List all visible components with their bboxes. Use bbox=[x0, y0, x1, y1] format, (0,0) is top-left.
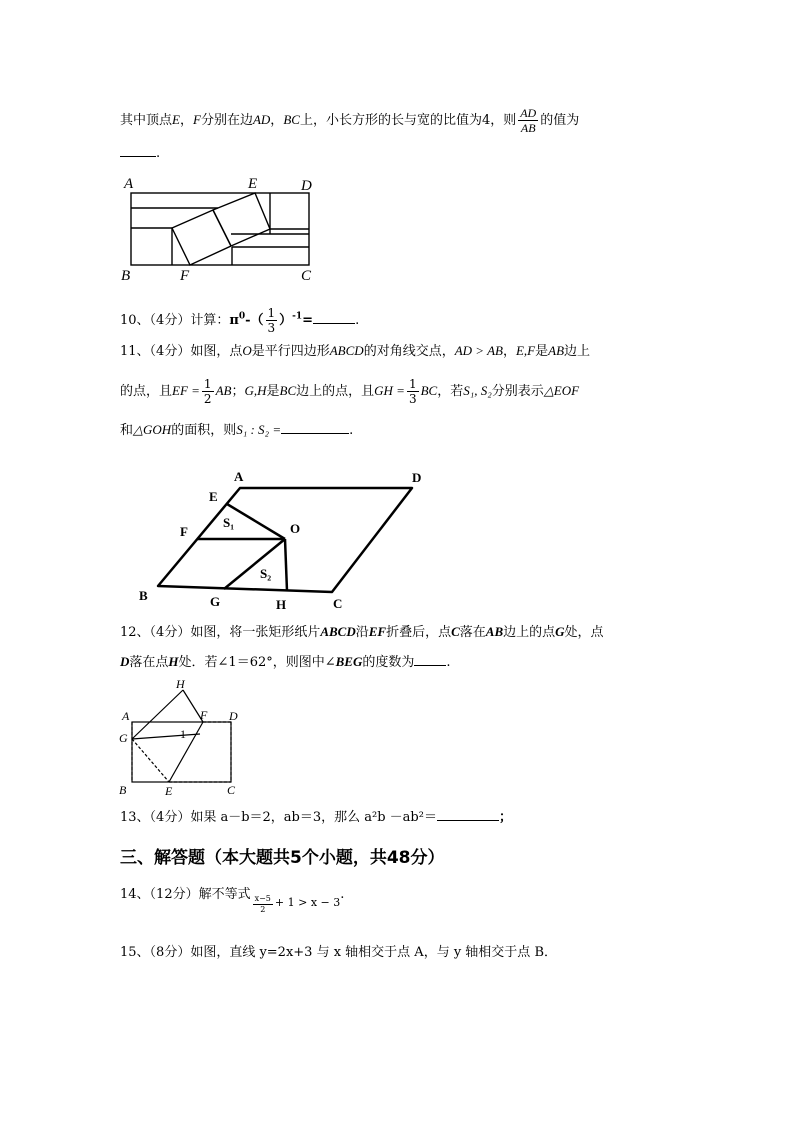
q9-answer-blank[interactable] bbox=[120, 144, 156, 157]
q12-text: 处．若∠1＝62°，则图中∠ bbox=[178, 655, 336, 670]
fig11-label-b: B bbox=[139, 588, 148, 603]
q11-line1 bbox=[120, 341, 590, 362]
q14-prefix: 14、（12分）解不等式 bbox=[120, 887, 251, 902]
q12-prefix: 12、（4分）如图，将一张矩形纸片 bbox=[120, 625, 321, 640]
fig11-segment-oh bbox=[285, 539, 287, 591]
q9-answer-line bbox=[120, 144, 160, 164]
q10-minus-paren: -（ bbox=[245, 313, 264, 328]
q9-text-part1: 其中顶点 bbox=[120, 113, 173, 128]
q11-condition: AD > AB bbox=[454, 343, 503, 358]
q9-side-bc: BC bbox=[283, 112, 300, 127]
fig12-label-c: C bbox=[227, 783, 236, 797]
q11-text: ，若 bbox=[437, 384, 464, 399]
fig9-label-d: D bbox=[301, 178, 312, 194]
q11-abcd: ABCD bbox=[329, 343, 364, 358]
q11-line3 bbox=[120, 420, 353, 441]
q11-text: 是平行四边形 bbox=[251, 344, 330, 359]
q12-point-h: H bbox=[168, 654, 179, 669]
fig11-label-c: C bbox=[333, 596, 343, 611]
q12-point-g: G bbox=[555, 624, 565, 639]
fig12-label-e: E bbox=[165, 784, 173, 798]
q14-inequality-rest: + 1 > x − 3 bbox=[274, 896, 341, 909]
q11-text: 是 bbox=[535, 344, 549, 359]
q9-comma: ， bbox=[179, 113, 193, 128]
q13-text: 13、（4分）如果 a－b＝2，ab＝3，那么 a²b －ab²＝ bbox=[120, 810, 437, 825]
q12-point-c: C bbox=[451, 624, 460, 639]
q11-s1-s2: S₁, S₂ bbox=[463, 383, 492, 398]
q12-text: 处，点 bbox=[564, 625, 604, 640]
q12-point-d: D bbox=[120, 654, 130, 669]
fig12-segment-g-fold bbox=[132, 734, 200, 739]
q11-half-den: 2 bbox=[203, 392, 212, 406]
q11-side-bc2: BC bbox=[420, 383, 438, 398]
q11-ef-eq: EF = bbox=[172, 383, 200, 398]
q11-prefix: 11、（4分）如图，点 bbox=[120, 344, 243, 359]
fig9-label-b: B bbox=[121, 268, 131, 284]
fig9-label-e: E bbox=[248, 176, 258, 192]
q9-comma2: ， bbox=[270, 113, 284, 128]
q11-text: 的点，且 bbox=[120, 384, 173, 399]
q14-period: . bbox=[340, 887, 345, 902]
fig12-label-h: H bbox=[176, 677, 185, 691]
fig12-label-d: D bbox=[229, 709, 238, 723]
q12-text: 落在点 bbox=[129, 655, 169, 670]
q13-answer-blank[interactable] bbox=[437, 808, 499, 821]
fig11-label-d: D bbox=[412, 470, 422, 485]
q11-third-num: 1 bbox=[408, 377, 417, 391]
q10-period: . bbox=[355, 313, 360, 328]
q9-text-part2: 分别在边 bbox=[200, 113, 253, 128]
fig11-segment-go bbox=[224, 539, 285, 589]
q9-continuation-line bbox=[120, 106, 579, 135]
fig11-label-o: O bbox=[290, 521, 301, 536]
fig12-dashed-ge bbox=[132, 739, 169, 782]
fig11-label-h: H bbox=[276, 597, 287, 612]
q12-text: 的度数为 bbox=[362, 655, 415, 670]
q10-frac-denominator: 3 bbox=[267, 321, 276, 335]
q10-pi: π bbox=[229, 313, 239, 328]
fig12-segment-fe bbox=[169, 722, 203, 782]
q11-points-gh: G,H bbox=[244, 383, 267, 398]
q11-gh-eq: GH = bbox=[374, 383, 405, 398]
q11-ratio: S₁ : S₂ = bbox=[236, 422, 282, 437]
q10-frac-numerator: 1 bbox=[267, 306, 276, 320]
section-heading: 三、解答题（本大题共5个小题，共48分） bbox=[120, 848, 445, 868]
q11-third-fraction bbox=[407, 377, 419, 406]
figure-parallelogram bbox=[130, 465, 430, 615]
fig9-label-f: F bbox=[180, 268, 190, 284]
fig9-tilted-rect-1 bbox=[172, 210, 231, 265]
q14-fraction bbox=[253, 894, 273, 915]
q9-side-ad: AD bbox=[252, 112, 271, 127]
q11-line2 bbox=[120, 377, 579, 406]
q14-line bbox=[120, 885, 344, 915]
q12-answer-blank[interactable] bbox=[414, 653, 446, 666]
q10-line bbox=[120, 306, 359, 335]
q14-frac-num: x−5 bbox=[254, 894, 271, 903]
q10-answer-blank[interactable] bbox=[313, 311, 355, 324]
q11-half-num: 1 bbox=[203, 377, 212, 391]
q10-prefix: 10、（4分）计算： bbox=[120, 313, 230, 328]
fig12-label-a: A bbox=[122, 709, 130, 723]
q10-fraction bbox=[266, 306, 278, 335]
q9-period: . bbox=[156, 146, 161, 161]
q9-frac-numerator: AD bbox=[520, 106, 537, 120]
q13-semicolon: ； bbox=[498, 810, 512, 825]
q9-frac-denominator: AB bbox=[520, 121, 536, 135]
q10-exponent: -1 bbox=[292, 311, 303, 322]
fig11-label-s2: S₂ bbox=[260, 566, 272, 581]
fig9-label-a: A bbox=[124, 176, 134, 192]
q11-text: 分别表示 bbox=[491, 384, 544, 399]
q9-point-f: F bbox=[192, 112, 201, 127]
fig12-label-f: F bbox=[200, 708, 208, 722]
q11-side-ab: AB bbox=[548, 343, 565, 358]
fig12-label-g: G bbox=[119, 731, 128, 745]
q12-text: 落在 bbox=[459, 625, 486, 640]
q11-point-o: O bbox=[242, 343, 252, 358]
q12-abcd: ABCD bbox=[320, 624, 356, 639]
figure-folded-rectangle bbox=[112, 678, 252, 800]
q12-ef: EF bbox=[368, 624, 387, 639]
q9-fraction bbox=[518, 106, 538, 135]
fig9-tilted-rect-2 bbox=[213, 193, 270, 246]
q11-half-fraction bbox=[202, 377, 214, 406]
q11-answer-blank[interactable] bbox=[281, 421, 349, 434]
q12-text: 边上的点 bbox=[503, 625, 556, 640]
q11-side-bc: BC bbox=[279, 383, 297, 398]
q11-text: 的面积，则 bbox=[171, 423, 237, 438]
fig11-label-s1: S₁ bbox=[223, 515, 235, 530]
fig11-label-e: E bbox=[209, 489, 218, 504]
q11-points-ef: E,F bbox=[515, 343, 536, 358]
q11-text: 边上 bbox=[564, 344, 591, 359]
q12-side-ab: AB bbox=[485, 624, 504, 639]
q12-line2 bbox=[120, 652, 451, 673]
q11-text: 边上的点，且 bbox=[296, 384, 375, 399]
fig11-label-g: G bbox=[210, 594, 221, 609]
q11-period: . bbox=[349, 423, 354, 438]
q13-line bbox=[120, 808, 512, 828]
q11-text: ， bbox=[502, 344, 516, 359]
q11-text: 的对角线交点， bbox=[363, 344, 455, 359]
fig12-segment-gh bbox=[132, 690, 183, 739]
q12-angle-beg: BEG bbox=[335, 654, 363, 669]
q12-period: . bbox=[446, 655, 451, 670]
q11-text: 是 bbox=[266, 384, 280, 399]
q12-text: 折叠后，点 bbox=[386, 625, 452, 640]
fig11-label-f: F bbox=[180, 524, 188, 539]
q12-text: 沿 bbox=[355, 625, 369, 640]
q11-text: ； bbox=[231, 384, 245, 399]
fig11-label-a: A bbox=[234, 469, 244, 484]
q11-side-ab2: AB bbox=[215, 383, 232, 398]
q9-text-part3: 上，小长方形的长与宽的比值为4，则 bbox=[299, 113, 517, 128]
q10-pi-exponent: 0 bbox=[238, 311, 246, 322]
q15-text: 15、（8分）如图，直线 y=2x+3 与 x 轴相交于点 A，与 y 轴相交于点 B． bbox=[120, 945, 557, 960]
q12-line1 bbox=[120, 622, 604, 643]
q10-equals: = bbox=[302, 313, 314, 328]
q11-third-den: 3 bbox=[408, 392, 417, 406]
q11-triangle-goh: △GOH bbox=[133, 422, 172, 437]
fig12-label-angle1: 1 bbox=[180, 727, 186, 741]
fig11-segment-eo bbox=[227, 504, 285, 539]
fig12-label-b: B bbox=[119, 783, 127, 797]
q10-close-paren: ） bbox=[279, 313, 293, 328]
fig9-label-c: C bbox=[301, 268, 312, 284]
q9-point-e: E bbox=[172, 112, 180, 127]
q11-triangle-eof: △EOF bbox=[543, 383, 580, 398]
q14-frac-den: 2 bbox=[260, 905, 266, 914]
figure-rectangle-tiling bbox=[110, 170, 330, 290]
q9-text-part4: 的值为 bbox=[540, 113, 580, 128]
q11-text: 和 bbox=[120, 423, 134, 438]
q15-line bbox=[120, 943, 557, 963]
